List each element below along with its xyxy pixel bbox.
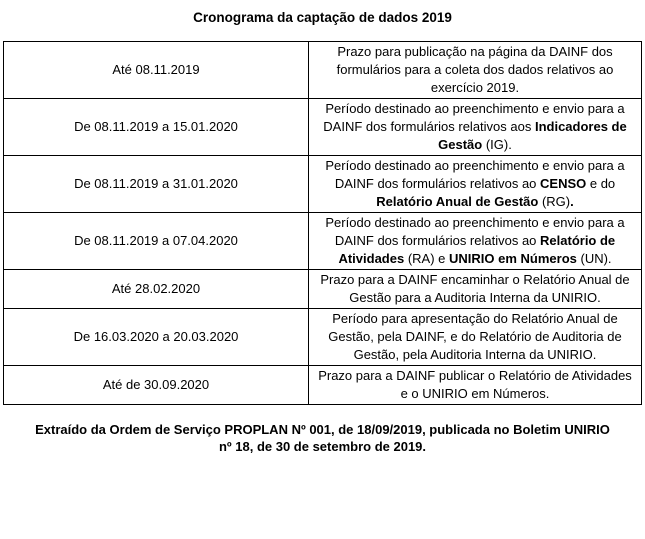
description-text: Período para apresentação do Relatório Anual de Gestão, pela DAINF, e do Relatório de Auditoria de Gestão, pela Auditoria Interna da UNIRIO. xyxy=(328,311,622,362)
schedule-table xyxy=(3,41,642,405)
description-cell xyxy=(309,309,642,366)
source-note: Extraído da Ordem de Serviço PROPLAN Nº 001, de 18/09/2019, publicada no Boletim UNIRIO nº 18, de 30 de setembro de 2019. xyxy=(35,422,610,454)
description-text: (RA) e xyxy=(404,251,449,266)
description-text: Prazo para publicação na página da DAINF dos formulários para a coleta dos dados relativos ao exercício 2019. xyxy=(336,44,614,95)
table-row xyxy=(4,270,642,309)
table-row xyxy=(4,42,642,99)
period-cell: Até de 30.09.2020 xyxy=(4,366,309,405)
period-cell: Até 08.11.2019 xyxy=(4,42,309,99)
period-cell: De 08.11.2019 a 31.01.2020 xyxy=(4,156,309,213)
period-cell: De 08.11.2019 a 15.01.2020 xyxy=(4,99,309,156)
description-cell xyxy=(309,366,642,405)
description-cell xyxy=(309,213,642,270)
table-row xyxy=(4,213,642,270)
description-cell xyxy=(309,156,642,213)
description-text: Prazo para a DAINF publicar o Relatório de Atividades e o UNIRIO em Números. xyxy=(318,368,632,401)
description-text: (IG). xyxy=(482,137,512,152)
table-row xyxy=(4,366,642,405)
description-text: e do xyxy=(586,176,616,191)
description-bold-text: CENSO xyxy=(540,176,587,191)
description-bold-text: Relatório de Atividades xyxy=(338,233,616,266)
description-cell xyxy=(309,270,642,309)
period-cell: De 16.03.2020 a 20.03.2020 xyxy=(4,309,309,366)
description-text: Período destinado ao preenchimento e envio para a DAINF dos formulários relativos ao xyxy=(325,158,625,191)
description-bold-text: UNIRIO em Números xyxy=(449,251,577,266)
table-row xyxy=(4,156,642,213)
page-title: Cronograma da captação de dados 2019 xyxy=(193,10,452,25)
description-text: Período destinado ao preenchimento e envio para a DAINF dos formulários relativos aos xyxy=(323,101,625,134)
description-text: (RG) xyxy=(538,194,571,209)
description-cell xyxy=(309,99,642,156)
description-bold-text: . xyxy=(570,194,574,209)
table-row xyxy=(4,99,642,156)
period-cell: De 08.11.2019 a 07.04.2020 xyxy=(4,213,309,270)
description-cell xyxy=(309,42,642,99)
description-text: (UN). xyxy=(576,251,612,266)
description-text: Prazo para a DAINF encaminhar o Relatório Anual de Gestão para a Auditoria Interna da UNIRIO. xyxy=(320,272,630,305)
description-text: Período destinado ao preenchimento e envio para a DAINF dos formulários relativos ao xyxy=(325,215,625,248)
schedule-table-body xyxy=(4,42,642,405)
description-bold-text: Indicadores de Gestão xyxy=(438,119,627,152)
table-row xyxy=(4,309,642,366)
period-cell: Até 28.02.2020 xyxy=(4,270,309,309)
description-bold-text: Relatório Anual de Gestão xyxy=(376,194,539,209)
